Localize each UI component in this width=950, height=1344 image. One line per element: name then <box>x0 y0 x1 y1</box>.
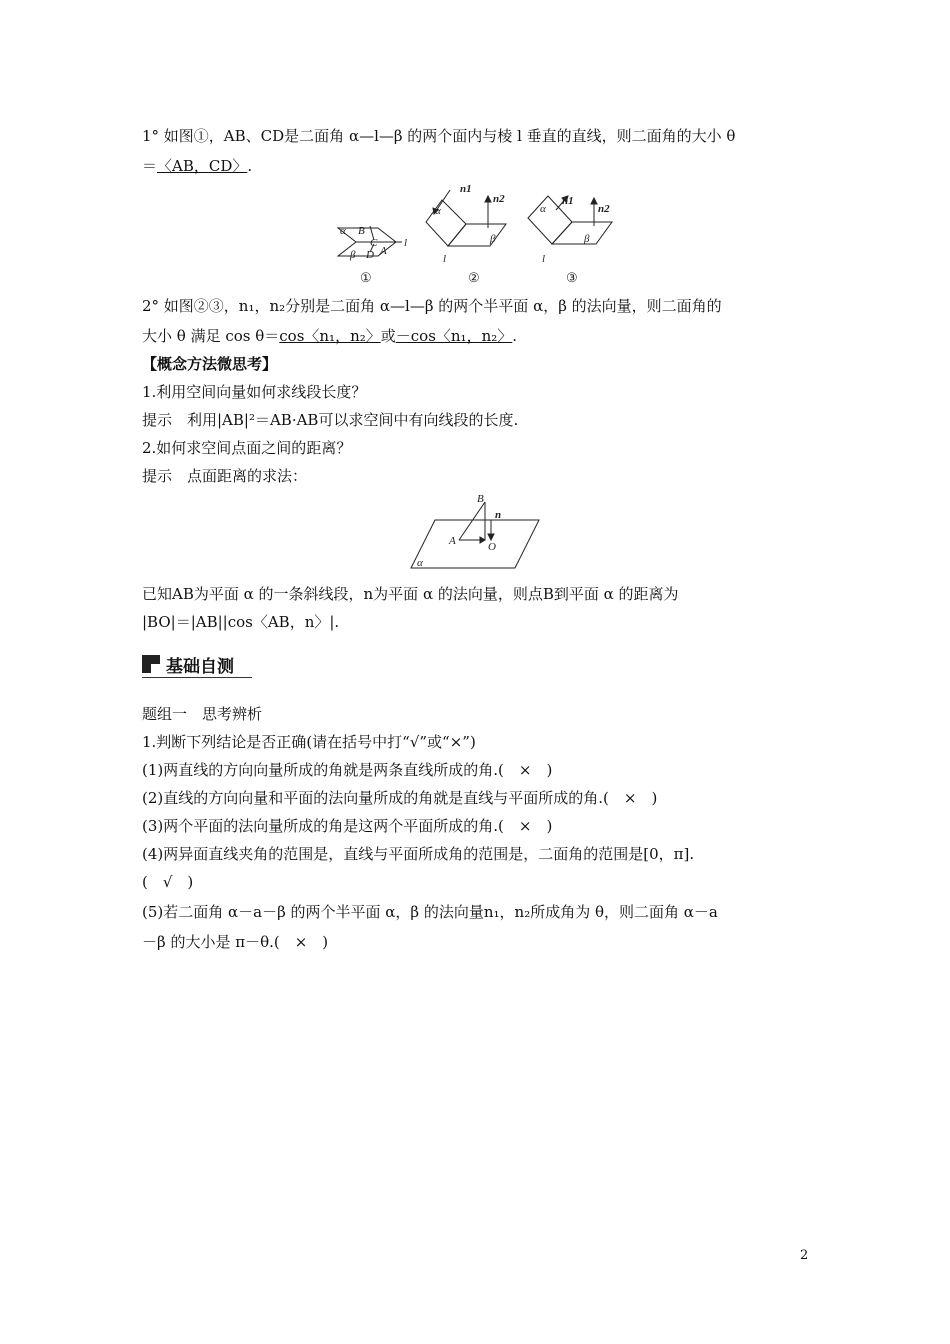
fig2-label-alpha: α <box>435 205 441 217</box>
think-q2: 2.如何求空间点面之间的距离？ <box>142 439 352 457</box>
fig1-label-B: B <box>358 225 365 237</box>
dihedral-figures <box>330 182 620 288</box>
dist-line1: 已知AB为平面 α 的一条斜线段，n为平面 α 的法向量，则点B到平面 α 的距离为 <box>142 585 679 603</box>
para2-suffix: . <box>512 327 518 345</box>
fig3-label-l: l <box>542 253 546 265</box>
item-5-line2: －β 的大小是 π－θ.( × ) <box>142 933 329 951</box>
fig-caption-1: ① <box>360 270 372 285</box>
section-rule <box>142 677 252 678</box>
dist-line2: |BO|＝|AB||cos〈AB，n〉|. <box>142 613 340 631</box>
item-5-line1: (5)若二面角 α－a－β 的两个半平面 α，β 的法向量n₁，n₂所成角为 θ，则二面角 α－a <box>142 903 718 921</box>
para2-line1: 2° 如图②③，n₁，n₂分别是二面角 α—l—β 的两个半平面 α，β 的法向量，则二面角的 <box>142 297 722 315</box>
para1-line1: 1° 如图①，AB、CD是二面角 α—l—β 的两个面内与棱 l 垂直的直线，则二面角的大小 θ <box>142 127 736 145</box>
para2-line2 <box>142 326 517 346</box>
fig1-label-D: D <box>366 249 374 261</box>
para1-answer: 〈AB，CD〉 <box>157 157 248 175</box>
para1-prefix: ＝ <box>142 157 158 175</box>
fig1-label-beta: β <box>350 249 356 261</box>
page-number: 2 <box>800 1248 809 1263</box>
fig1-label-l: l <box>404 237 408 249</box>
fig-caption-2: ② <box>468 270 480 285</box>
para2-or: 或 <box>380 327 396 345</box>
fig3-label-alpha: α <box>540 203 546 215</box>
para2-answer-2: －cos〈n₁，n₂〉 <box>395 327 513 345</box>
fig1-label-alpha: α <box>340 225 346 237</box>
para2-answer-1: cos〈n₁，n₂〉 <box>279 327 381 345</box>
think-heading: 【概念方法微思考】 <box>142 355 278 373</box>
item-1: (1)两直线的方向向量所成的角就是两条直线所成的角.( × ) <box>142 761 553 779</box>
fig-dist-label-alpha: α <box>417 557 423 569</box>
fig2-label-n2: n2 <box>493 193 505 205</box>
fig2-label-l: l <box>443 253 447 265</box>
item-2: (2)直线的方向向量和平面的法向量所成的角就是直线与平面所成的角.( × ) <box>142 789 658 807</box>
group-question: 1.判断下列结论是否正确(请在括号中打“√”或“×”) <box>142 733 476 751</box>
fig1-label-C: C <box>370 237 378 249</box>
think-a1: 提示 利用|AB|²＝AB·AB可以求空间中有向线段的长度. <box>142 411 519 429</box>
fig-dist-label-B: B <box>477 493 484 505</box>
fig-dist-label-n: n <box>495 509 502 521</box>
fig2-label-beta: β <box>490 233 496 245</box>
item-3: (3)两个平面的法向量所成的角是这两个平面所成的角.( × ) <box>142 817 553 835</box>
fig3-label-n1: n1 <box>562 195 574 207</box>
think-q1: 1.利用空间向量如何求线段长度？ <box>142 383 367 401</box>
group-title: 题组一 思考辨析 <box>142 705 263 723</box>
para1-line2 <box>142 156 252 176</box>
fig1-label-A: A <box>380 245 387 257</box>
fig-dist-label-A: A <box>449 535 456 547</box>
item-4: (4)两异面直线夹角的范围是，直线与平面所成角的范围是，二面角的范围是[0，π]. <box>142 845 695 863</box>
fig3-label-beta: β <box>584 233 590 245</box>
fig-dist-label-O: O <box>488 541 496 553</box>
item-4-answer: ( √ ) <box>142 873 194 891</box>
fig-caption-3: ③ <box>566 270 578 285</box>
section-title: 基础自测 <box>166 657 234 677</box>
fig2-label-n1: n1 <box>460 183 472 195</box>
para1-suffix: . <box>247 157 253 175</box>
section-square-icon <box>142 655 160 673</box>
distance-figure <box>405 490 545 572</box>
para2-prefix: 大小 θ 满足 cos θ＝ <box>142 327 280 345</box>
section-heading <box>142 650 252 680</box>
think-a2: 提示 点面距离的求法： <box>142 467 308 485</box>
fig3-label-n2: n2 <box>598 203 610 215</box>
